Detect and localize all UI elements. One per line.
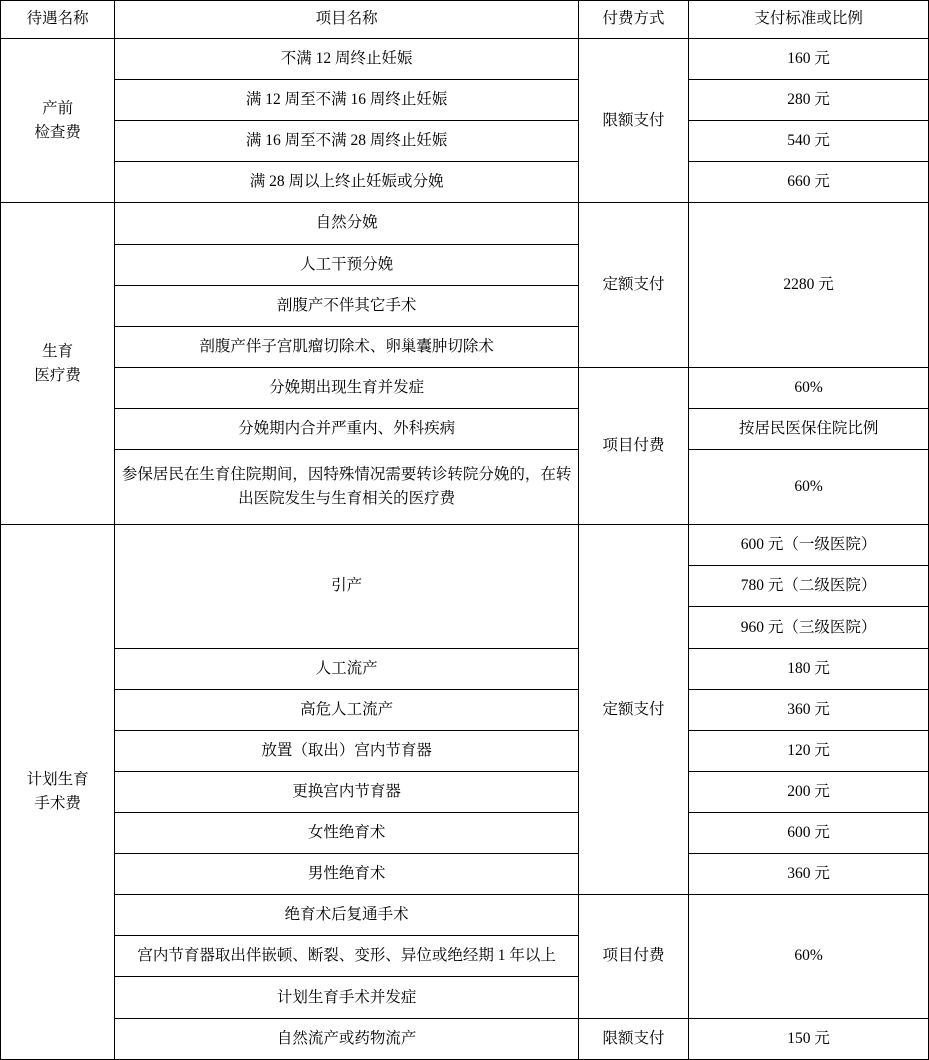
payment-standard: 540 元 xyxy=(689,121,929,162)
item-name: 满 12 周至不满 16 周终止妊娠 xyxy=(115,80,578,121)
payment-standard: 600 元（一级医院） xyxy=(689,525,929,566)
table-row xyxy=(1,203,929,244)
header-item-name: 项目名称 xyxy=(115,1,578,39)
item-name: 分娩期内合并严重内、外科疾病 xyxy=(115,408,578,449)
table-row xyxy=(1,854,929,895)
table-row xyxy=(1,730,929,771)
payment-standard: 150 元 xyxy=(689,1018,929,1059)
table-row xyxy=(1,648,929,689)
benefit-name-maternity-medical xyxy=(1,203,115,525)
table-row xyxy=(1,771,929,812)
benefit-name-line: 检查费 xyxy=(34,123,81,141)
table-row xyxy=(1,367,929,408)
table-row xyxy=(1,895,929,936)
benefit-name-line: 产前 xyxy=(42,99,74,117)
table-row xyxy=(1,1018,929,1059)
item-name: 人工干预分娩 xyxy=(115,244,578,285)
payment-standard: 60% xyxy=(689,367,929,408)
payment-standard: 60% xyxy=(689,895,929,1018)
item-name: 人工流产 xyxy=(115,648,578,689)
item-name: 参保居民在生育住院期间，因特殊情况需要转诊转院分娩的，在转出医院发生与生育相关的医疗费 xyxy=(115,450,578,525)
payment-standard: 2280 元 xyxy=(689,203,929,367)
payment-standard: 60% xyxy=(689,450,929,525)
item-name: 分娩期出现生育并发症 xyxy=(115,367,578,408)
header-payment-method: 付费方式 xyxy=(578,1,688,39)
benefit-name-line: 手术费 xyxy=(34,795,81,813)
item-name: 更换宫内节育器 xyxy=(115,771,578,812)
item-name: 绝育术后复通手术 xyxy=(115,895,578,936)
item-name: 自然分娩 xyxy=(115,203,578,244)
item-name: 宫内节育器取出伴嵌顿、断裂、变形、异位或绝经期 1 年以上 xyxy=(115,936,578,977)
payment-standard: 960 元（三级医院） xyxy=(689,607,929,648)
table-header-row xyxy=(1,1,929,39)
table-row xyxy=(1,39,929,80)
payment-method: 限额支付 xyxy=(578,1018,688,1059)
header-payment-standard: 支付标准或比例 xyxy=(689,1,929,39)
item-name: 引产 xyxy=(115,525,578,648)
payment-standard: 780 元（二级医院） xyxy=(689,566,929,607)
item-name: 剖腹产不伴其它手术 xyxy=(115,285,578,326)
payment-standard: 按居民医保住院比例 xyxy=(689,408,929,449)
item-name: 满 16 周至不满 28 周终止妊娠 xyxy=(115,121,578,162)
benefit-name-line: 医疗费 xyxy=(34,366,81,384)
table-row xyxy=(1,813,929,854)
payment-method: 定额支付 xyxy=(578,525,688,895)
table-row xyxy=(1,408,929,449)
payment-method: 定额支付 xyxy=(578,203,688,367)
payment-method: 项目付费 xyxy=(578,367,688,524)
table-row xyxy=(1,525,929,566)
item-name: 放置（取出）宫内节育器 xyxy=(115,730,578,771)
payment-standard: 660 元 xyxy=(689,162,929,203)
item-name: 满 28 周以上终止妊娠或分娩 xyxy=(115,162,578,203)
item-name: 自然流产或药物流产 xyxy=(115,1018,578,1059)
table-row xyxy=(1,450,929,525)
payment-standard: 200 元 xyxy=(689,771,929,812)
item-name: 高危人工流产 xyxy=(115,689,578,730)
item-name: 计划生育手术并发症 xyxy=(115,977,578,1018)
item-name: 女性绝育术 xyxy=(115,813,578,854)
benefit-name-family-planning xyxy=(1,525,115,1060)
table-row xyxy=(1,121,929,162)
payment-method: 限额支付 xyxy=(578,39,688,203)
payment-standard: 600 元 xyxy=(689,813,929,854)
table-row xyxy=(1,80,929,121)
item-name: 剖腹产伴子宫肌瘤切除术、卵巢囊肿切除术 xyxy=(115,326,578,367)
item-name: 不满 12 周终止妊娠 xyxy=(115,39,578,80)
header-benefit-name: 待遇名称 xyxy=(1,1,115,39)
benefit-name-line: 计划生育 xyxy=(26,771,89,789)
payment-standard: 360 元 xyxy=(689,854,929,895)
table-row xyxy=(1,162,929,203)
payment-method: 项目付费 xyxy=(578,895,688,1018)
payment-standard: 160 元 xyxy=(689,39,929,80)
table-row xyxy=(1,689,929,730)
payment-standard: 120 元 xyxy=(689,730,929,771)
item-name: 男性绝育术 xyxy=(115,854,578,895)
payment-standard: 280 元 xyxy=(689,80,929,121)
payment-standard: 360 元 xyxy=(689,689,929,730)
benefit-name-line: 生育 xyxy=(42,342,74,360)
payment-standard: 180 元 xyxy=(689,648,929,689)
benefit-name-prenatal xyxy=(1,39,115,203)
